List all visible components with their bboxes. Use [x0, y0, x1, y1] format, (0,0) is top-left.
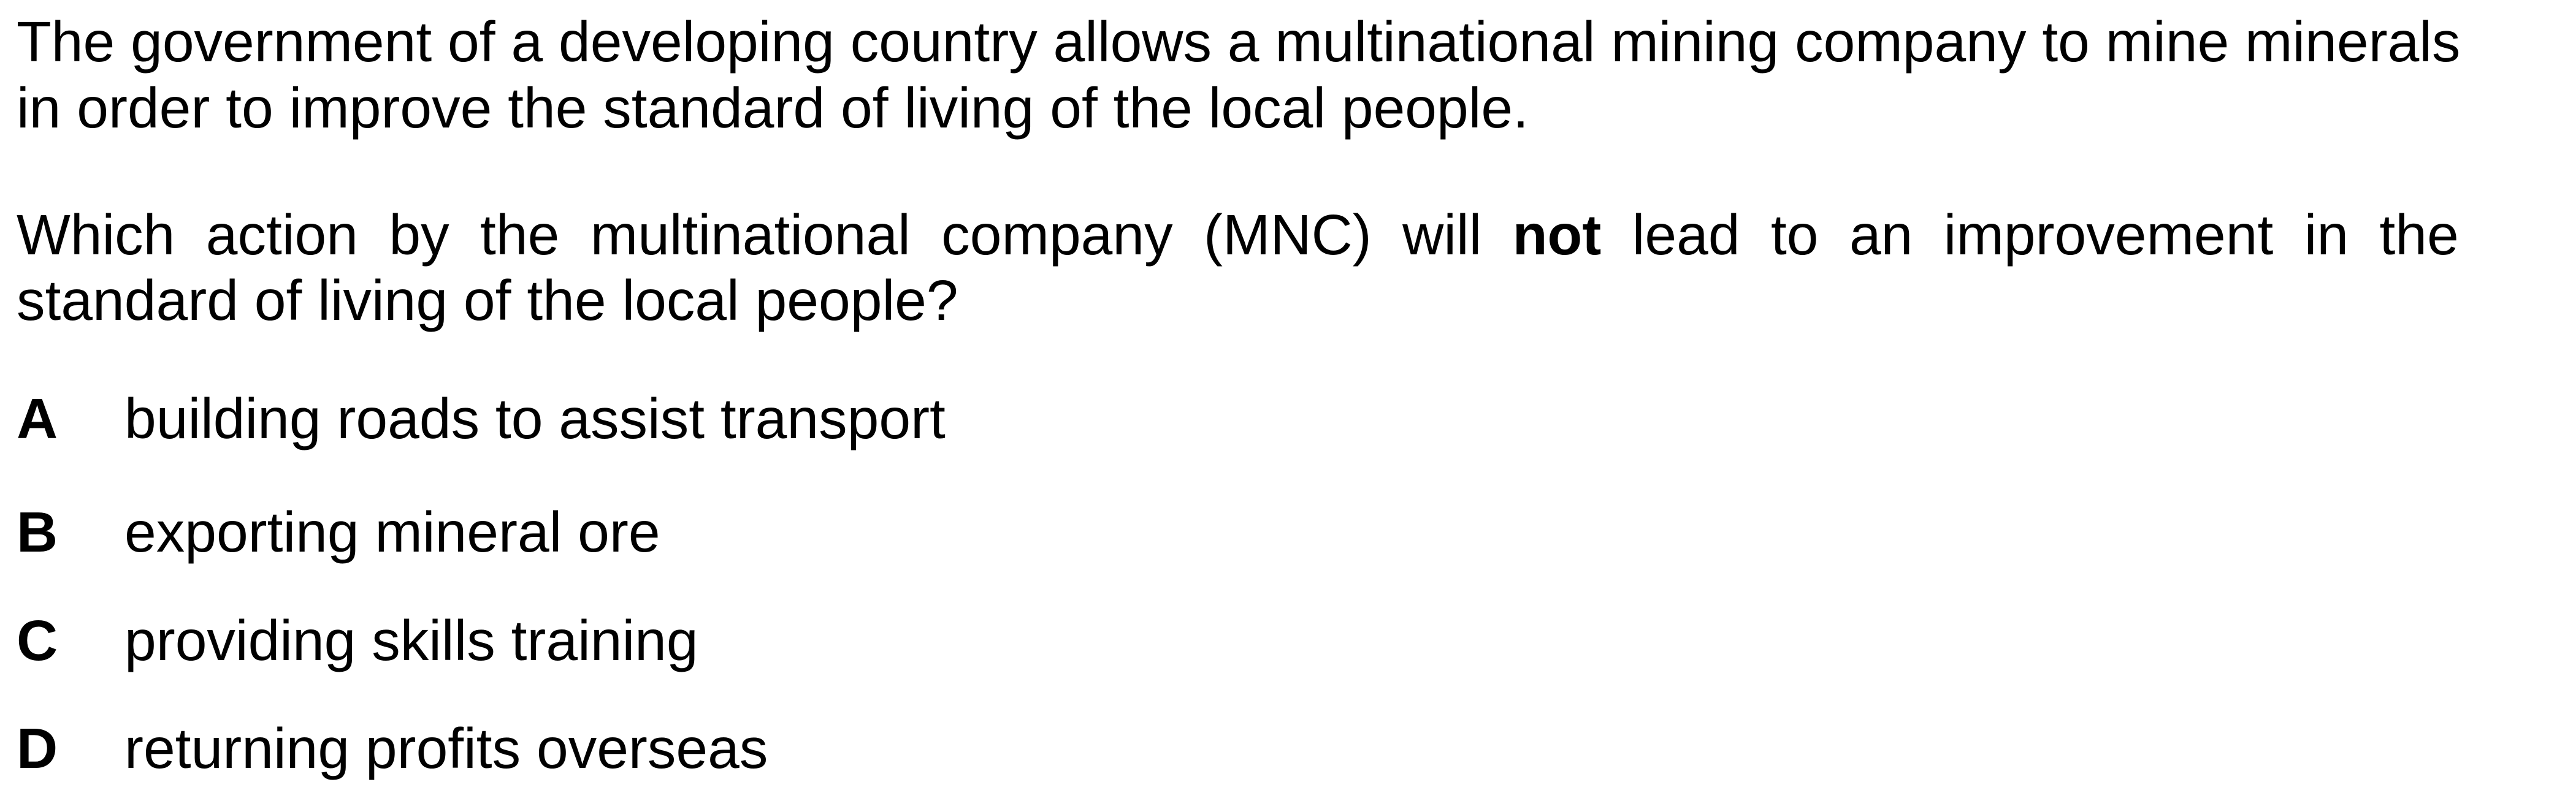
prompt-word: improvement	[1943, 203, 2274, 267]
option-text: building roads to assist transport	[124, 387, 946, 450]
prompt-word: the	[2379, 203, 2459, 267]
prompt-word: (MNC)	[1204, 203, 1372, 267]
prompt-word: by	[389, 203, 449, 267]
prompt-word: company	[941, 203, 1173, 267]
stem-line-1: The government of a developing country allows a multinational mining company to mine minerals	[17, 10, 2461, 74]
option-text: returning profits overseas	[124, 716, 768, 780]
prompt-word: lead	[1632, 203, 1740, 267]
emphasis-not: not	[1512, 203, 1602, 267]
prompt-line-1	[17, 203, 2459, 267]
prompt-word: multinational	[590, 203, 911, 267]
stem-line-2: in order to improve the standard of living of the local people.	[17, 76, 1529, 140]
option-letter: A	[17, 387, 58, 450]
prompt-word: in	[2304, 203, 2349, 267]
prompt-word: Which	[17, 203, 175, 267]
option-letter: B	[17, 500, 58, 564]
option-letter: D	[17, 716, 58, 780]
prompt-word: will	[1402, 203, 1482, 267]
option-text: providing skills training	[124, 609, 698, 672]
prompt-word: the	[480, 203, 560, 267]
prompt-word: to	[1770, 203, 1819, 267]
prompt-word: action	[205, 203, 358, 267]
option-letter: C	[17, 609, 58, 672]
prompt-line-2: standard of living of the local people?	[17, 268, 958, 332]
prompt-word: an	[1849, 203, 1913, 267]
option-text: exporting mineral ore	[124, 500, 660, 564]
